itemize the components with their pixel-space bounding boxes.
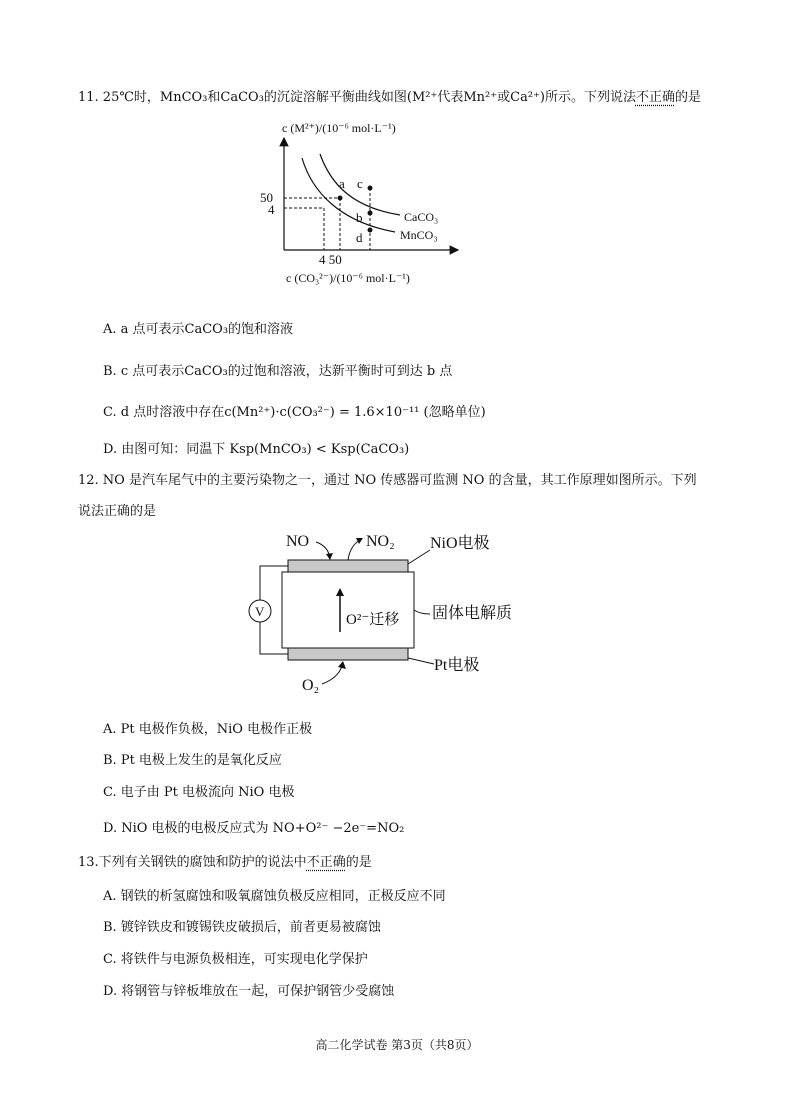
q11-ylabel: c (M²⁺)/(10⁻⁶ mol·L⁻¹) (282, 121, 396, 135)
q12-arrow-no2-out (348, 540, 360, 560)
q12-leader-pt (408, 658, 434, 664)
page-footer: 高二化学试卷 第3页（共8页） (315, 1038, 479, 1052)
q11-ytick-50: 50 (260, 190, 273, 205)
q12-label-nio: NiO电极 (430, 535, 490, 552)
q13-stem (78, 851, 372, 870)
q12-label-no2: NO₂ (366, 533, 395, 550)
q11-curve-label-mnco3: MnCO₃ (400, 228, 438, 242)
q11-point-c (368, 186, 373, 191)
q11-stem-text: 11. 25℃时，MnCO₃和CaCO₃的沉淀溶解平衡曲线如图(M²⁺代表Mn²⁺或Ca²⁺)所示。下列说法 (78, 90, 636, 105)
q12-label-o2: O₂ (302, 677, 320, 694)
q11-stem-end: 的是 (674, 90, 701, 105)
q11-xticks: 4 50 (319, 252, 342, 267)
q11-curve-label-caco3: CaCO₃ (404, 210, 439, 224)
q12-arrow-o2-in (322, 666, 342, 684)
q12-arrow-no-head (326, 553, 333, 560)
q11-xlabel: c (CO₃²⁻)/(10⁻⁶ mol·L⁻¹) (286, 271, 410, 285)
q11-point-b (368, 211, 373, 216)
q12-label-pt: Pt电极 (434, 657, 480, 674)
q13-stem-text: 13.下列有关钢铁的腐蚀和防护的说法中 (78, 855, 307, 870)
q12-label-no: NO (286, 533, 310, 550)
q11-option-b: B. c 点可表示CaCO₃的过饱和溶液，达新平衡时可到达 b 点 (103, 364, 453, 379)
q12-leader-nio (408, 550, 430, 564)
q13-option-b: B. 镀锌铁皮和镀锡铁皮破损后，前者更易被腐蚀 (103, 920, 381, 935)
q13-option-a: A. 钢铁的析氢腐蚀和吸氧腐蚀负极反应相同，正极反应不同 (103, 889, 446, 904)
q11-option-a: A. a 点可表示CaCO₃的饱和溶液 (103, 322, 294, 337)
q12-leader-solid (414, 610, 430, 614)
q11-stem (78, 86, 701, 105)
q11-option-c: C. d 点时溶液中存在c(Mn²⁺)·c(CO₃²⁻) = 1.6×10⁻¹¹ (忽略单位) (103, 405, 486, 420)
q11-label-c: c (357, 176, 363, 191)
q11-point-a (338, 196, 343, 201)
q11-label-a: a (339, 176, 345, 191)
q12-option-d: D. NiO 电极的电极反应式为 NO+O²⁻ −2e⁻=NO₂ (103, 821, 405, 836)
q12-nio-electrode (288, 560, 408, 572)
q12-diagram (240, 524, 520, 704)
q12-option-b: B. Pt 电极上发生的是氧化反应 (103, 753, 282, 768)
q12-pt-electrode (288, 648, 408, 660)
q13-stem-emphasis: 不正确 (306, 855, 346, 870)
q12-voltmeter-label: V (255, 604, 265, 619)
q12-option-a: A. Pt 电极作负极，NiO 电极作正极 (103, 722, 313, 737)
q12-label-migrate: O²⁻迁移 (346, 612, 400, 628)
q11-label-d: d (356, 230, 363, 245)
q11-point-d (368, 228, 373, 233)
q11-ytick-4: 4 (268, 202, 275, 217)
q12-stem-line2: 说法正确的是 (78, 504, 157, 519)
q12-option-c: C. 电子由 Pt 电极流向 NiO 电极 (103, 785, 295, 800)
q12-arrow-o2-head (338, 661, 346, 669)
q12-stem-line1: 12. NO 是汽车尾气中的主要污染物之一，通过 NO 传感器可监测 NO 的含量，其工作原理如图所示。下列 (78, 473, 697, 488)
q13-option-c: C. 将铁件与电源负极相连，可实现电化学保护 (103, 952, 368, 967)
q12-label-solid: 固体电解质 (432, 605, 513, 622)
q13-option-d: D. 将钢管与锌板堆放在一起，可保护钢管少受腐蚀 (103, 984, 395, 999)
q13-stem-end: 的是 (345, 855, 372, 870)
q12-arrow-no2-head (356, 538, 363, 544)
q11-label-b: b (356, 210, 363, 225)
q11-stem-emphasis: 不正确 (635, 90, 675, 105)
q11-option-d: D. 由图可知：同温下 Ksp(MnCO₃) < Ksp(CaCO₃) (103, 442, 410, 457)
q12-electrolyte (282, 572, 414, 648)
q11-chart (250, 112, 480, 290)
